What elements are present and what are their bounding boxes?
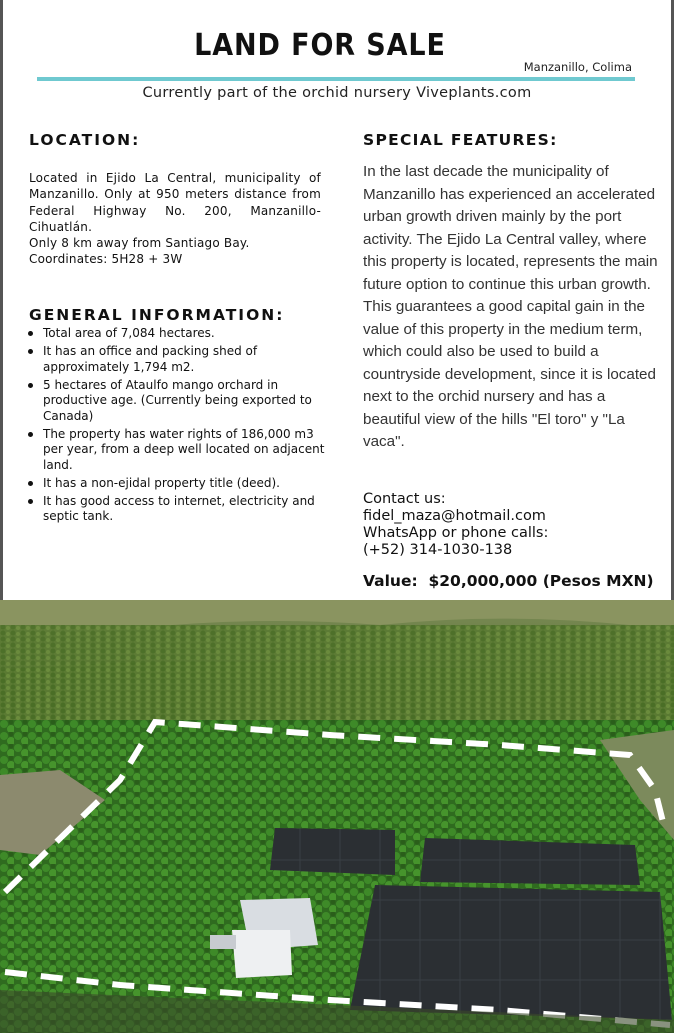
location-coordinates: Coordinates: 5H28 + 3W [29, 252, 183, 267]
special-features-text: In the last decade the municipality of Manzanillo has experienced an accelerated urban growth driven mainly by the port activity. The Ejido La Central valley, where this property is located, represents the main future option to continue this urban growth. This guarantees a good capital gain in the value of this property in the medium term, which could also be used to build a countryside development, since it is located next to the orchid nursery and has a beautiful view of the hills "El toro" y "La vaca". [363, 163, 658, 450]
bullet-icon [28, 383, 33, 388]
contact-label: Contact us: [363, 491, 446, 507]
location-bay-line: Only 8 km away from Santiago Bay. [29, 236, 250, 251]
contact-phone-label: WhatsApp or phone calls: [363, 525, 549, 541]
special-features-heading: SPECIAL FEATURES: [363, 131, 558, 149]
location-paragraph: Located in Ejido La Central, municipality of Manzanillo. Only at 950 meters distance from Federal Highway No. 200, Manzanillo-Cihuatlán. [29, 171, 321, 234]
location-heading: LOCATION: [29, 131, 141, 149]
contact-phone[interactable]: (+52) 314-1030-138 [363, 542, 513, 558]
location-tag: Manzanillo, Colima [523, 60, 632, 74]
price-line [363, 572, 654, 590]
price-amount: $20,000,000 (Pesos MXN) [428, 572, 654, 590]
price-label: Value: [363, 572, 418, 590]
bullet-icon [28, 349, 33, 354]
accent-divider [37, 77, 635, 81]
bullet-icon [28, 481, 33, 486]
bullet-icon [28, 432, 33, 437]
list-item: It has a non-ejidal property title (deed). [26, 476, 326, 492]
general-info-heading: GENERAL INFORMATION: [29, 306, 285, 324]
location-text [29, 170, 321, 268]
bullet-icon [28, 499, 33, 504]
list-item: It has an office and packing shed of approximately 1,794 m2. [26, 344, 326, 375]
page-title: LAND FOR SALE [194, 28, 446, 63]
general-info-list [26, 326, 326, 528]
list-item: 5 hectares of Ataulfo mango orchard in productive age. (Currently being exported to Canada) [26, 378, 326, 425]
page-subtitle: Currently part of the orchid nursery Viveplants.com [142, 85, 532, 101]
list-item: It has good access to internet, electricity and septic tank. [26, 494, 326, 525]
list-item: The property has water rights of 186,000 m3 per year, from a deep well located on adjacent land. [26, 427, 326, 474]
bullet-icon [28, 331, 33, 336]
aerial-photo [0, 600, 674, 1033]
contact-email[interactable]: fidel_maza@hotmail.com [363, 508, 546, 524]
contact-block [363, 491, 663, 559]
list-item: Total area of 7,084 hectares. [26, 326, 326, 342]
